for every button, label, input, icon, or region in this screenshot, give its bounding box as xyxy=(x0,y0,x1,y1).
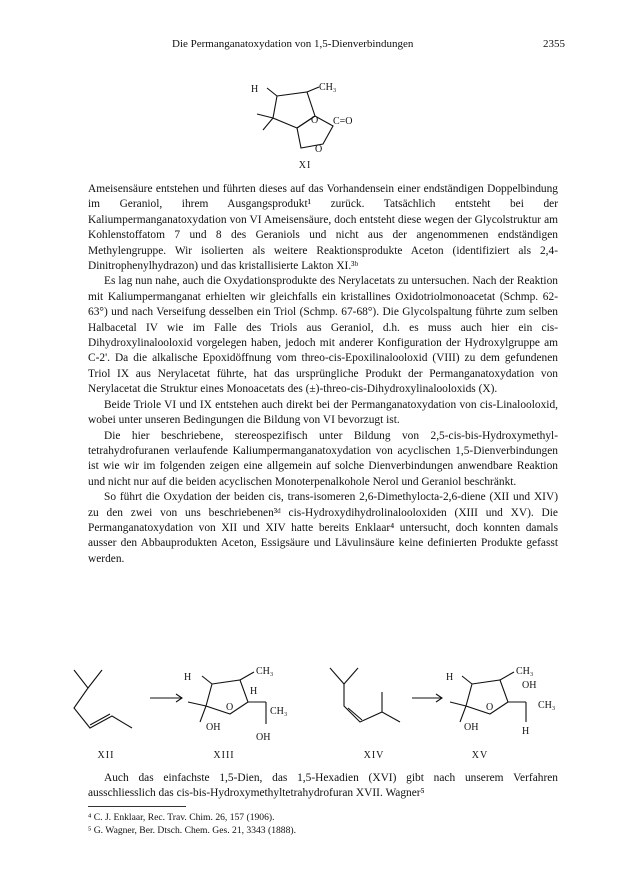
structure-xi-ch3: CH₃ xyxy=(319,82,337,93)
structure-xi-lactone xyxy=(215,78,405,168)
xiii-oh1: OH xyxy=(206,722,221,733)
structure-xi-ring-top xyxy=(273,92,315,128)
body-text xyxy=(88,182,558,567)
paragraph-6: Auch das einfachste 1,5-Dien, das 1,5-Hexadien (XVI) gibt nach unserem Verfahren ausschliesslich das cis-bis-Hydroxymethyltetrahydrofuran XVII. Wagner⁵ xyxy=(88,772,558,800)
xv-h: H xyxy=(446,672,454,683)
structure-xii xyxy=(74,670,132,728)
header-title: Die Permanganatoxydation von 1,5-Dienverbindungen xyxy=(172,38,414,50)
footnotes xyxy=(88,811,558,837)
xiii-h: H xyxy=(184,672,192,683)
label-xii: XII xyxy=(97,750,115,761)
page-number: 2355 xyxy=(543,38,565,50)
structure-xi-o1: O xyxy=(311,115,319,126)
xiii-ch3-right: CH₃ xyxy=(270,706,288,717)
paragraph-2: Es lag nun nahe, auch die Oxydationsprodukte des Nerylacetats zu untersuchen. Nach der Reaktion mit Kaliumpermanganat erhielten wir gleichfalls ein kristallines Oxidotriolmonoacetat (Schmp. 62-63°) und nach Verseifung desselben ein Triol (Schmp. 67-68°). Die Glycolspaltung führte zum selben Halbacetal IV wie im Falle des Triols aus Geraniol, d.h. es muss auch hier ein cis-Dihydroxylinalooloxid vorgelegen haben, jedoch mit anderer Konfiguration der Hydroxylgruppe am C-2'. Da die alkalische Epoxidöffnung vom threo-cis-Epoxilinalooloxid (VIII) zu dem gefundenen Triol IX aus Nerylacetat führte, hat das ursprüngliche Produkt der Permanganatoxydation von Nerylacetat die Struktur eines Monoacetats des (±)-threo-cis-Dihydroxylinalooloxids (X). xyxy=(88,275,558,396)
structure-xi-h: H xyxy=(251,84,259,95)
xv-oh-top: OH xyxy=(522,680,537,691)
structure-xv xyxy=(446,666,555,737)
paragraph-1: Ameisensäure entstehen und führten dieses auf das Vorhandensein einer endständigen Doppelbindung im Geraniol, ihrem Ausgangsprodukt¹ zurück. Tatsächlich entsteht bei der Kaliumpermanganatoxydation von VI Ameisensäure, doch entsteht diese wegen der Glycolstruktur am Kohlenstoffatom 7 und 8 des Geraniols und nicht aus der angenommenen endständigen Methylengruppe. Wir isolierten als weitere Reaktionsprodukte Aceton (identifiziert als 2,4-Dinitrophenylhydrazon) und das kristallisierte Lakton XI.³ᵇ xyxy=(88,183,558,273)
label-xiv: XIV xyxy=(363,750,385,761)
structure-xiv xyxy=(330,668,400,722)
structure-xi-ch3-bond xyxy=(307,87,319,92)
structure-xi-h-bond xyxy=(267,88,277,96)
xv-ch3-top: CH₃ xyxy=(516,666,534,677)
xv-oh1: OH xyxy=(464,722,479,733)
xiii-oh2: OH xyxy=(256,732,271,743)
structure-xi-methyl-left2 xyxy=(263,118,273,130)
footnote-5: ⁵ G. Wagner, Ber. Dtsch. Chem. Ges. 21, 3343 (1888). xyxy=(88,825,296,836)
structure-xi-o2: O xyxy=(315,144,323,155)
structure-xiii xyxy=(184,666,287,743)
running-header xyxy=(0,38,623,58)
label-xv: XV xyxy=(471,750,489,761)
xv-ch3-right: CH₃ xyxy=(538,700,556,711)
reaction-scheme xyxy=(60,650,580,760)
label-xiii: XIII xyxy=(213,750,235,761)
footnote-4: ⁴ C. J. Enklaar, Rec. Trav. Chim. 26, 157 (1906). xyxy=(88,812,275,823)
reaction-arrow-2 xyxy=(412,694,442,702)
paragraph-3: Beide Triole VI und IX entstehen auch direkt bei der Permanganatoxydation von cis-Linalooloxid, wobei unter unseren Bedingungen die Bildung von VI bevorzugt ist. xyxy=(88,398,558,427)
paragraph-4: Die hier beschriebene, stereospezifisch unter Bildung von 2,5-cis-bis-Hydroxymethyl-tetrahydrofuranen verlaufende Kaliumpermanganatoxydation von acyclischen 1,5-Dienverbindungen ist wie wir im folgenden zeigen eine allgemein auf solche Dienverbindungen anwendbare Reaktion und nicht nur auf die beiden acyclischen Monoterpenalkohole Nerol und Geraniol beschränkt. xyxy=(88,429,558,488)
xv-o: O xyxy=(486,702,494,713)
reaction-arrow-1 xyxy=(150,694,182,702)
structure-xi-c-eq-o: C=O xyxy=(333,116,353,127)
paragraph-5: So führt die Oxydation der beiden cis, trans-isomeren 2,6-Dimethylocta-2,6-diene (XII und XIV) zu den zwei von uns beschriebenen³ᵈ cis-Hydroxydihydrolinalooloxiden (XIII und XV). Die Permanganatoxydation von XII und XIV hatte bereits Enklaar⁴ untersucht, doch konnten damals ausser den Abbauprodukten Aceton, Essigsäure und Lävulinsäure keine definierten Produkte gefasst werden. xyxy=(88,491,558,565)
body-text-after-scheme xyxy=(88,771,558,802)
xiii-o: O xyxy=(226,702,234,713)
xiii-h2: H xyxy=(250,686,258,697)
xv-h-bottom: H xyxy=(522,726,530,737)
footnote-rule xyxy=(88,806,186,807)
xiii-ch3-top: CH₃ xyxy=(256,666,274,677)
structure-xi-methyl-left xyxy=(257,114,273,118)
structure-xi-label: XI xyxy=(298,160,312,171)
